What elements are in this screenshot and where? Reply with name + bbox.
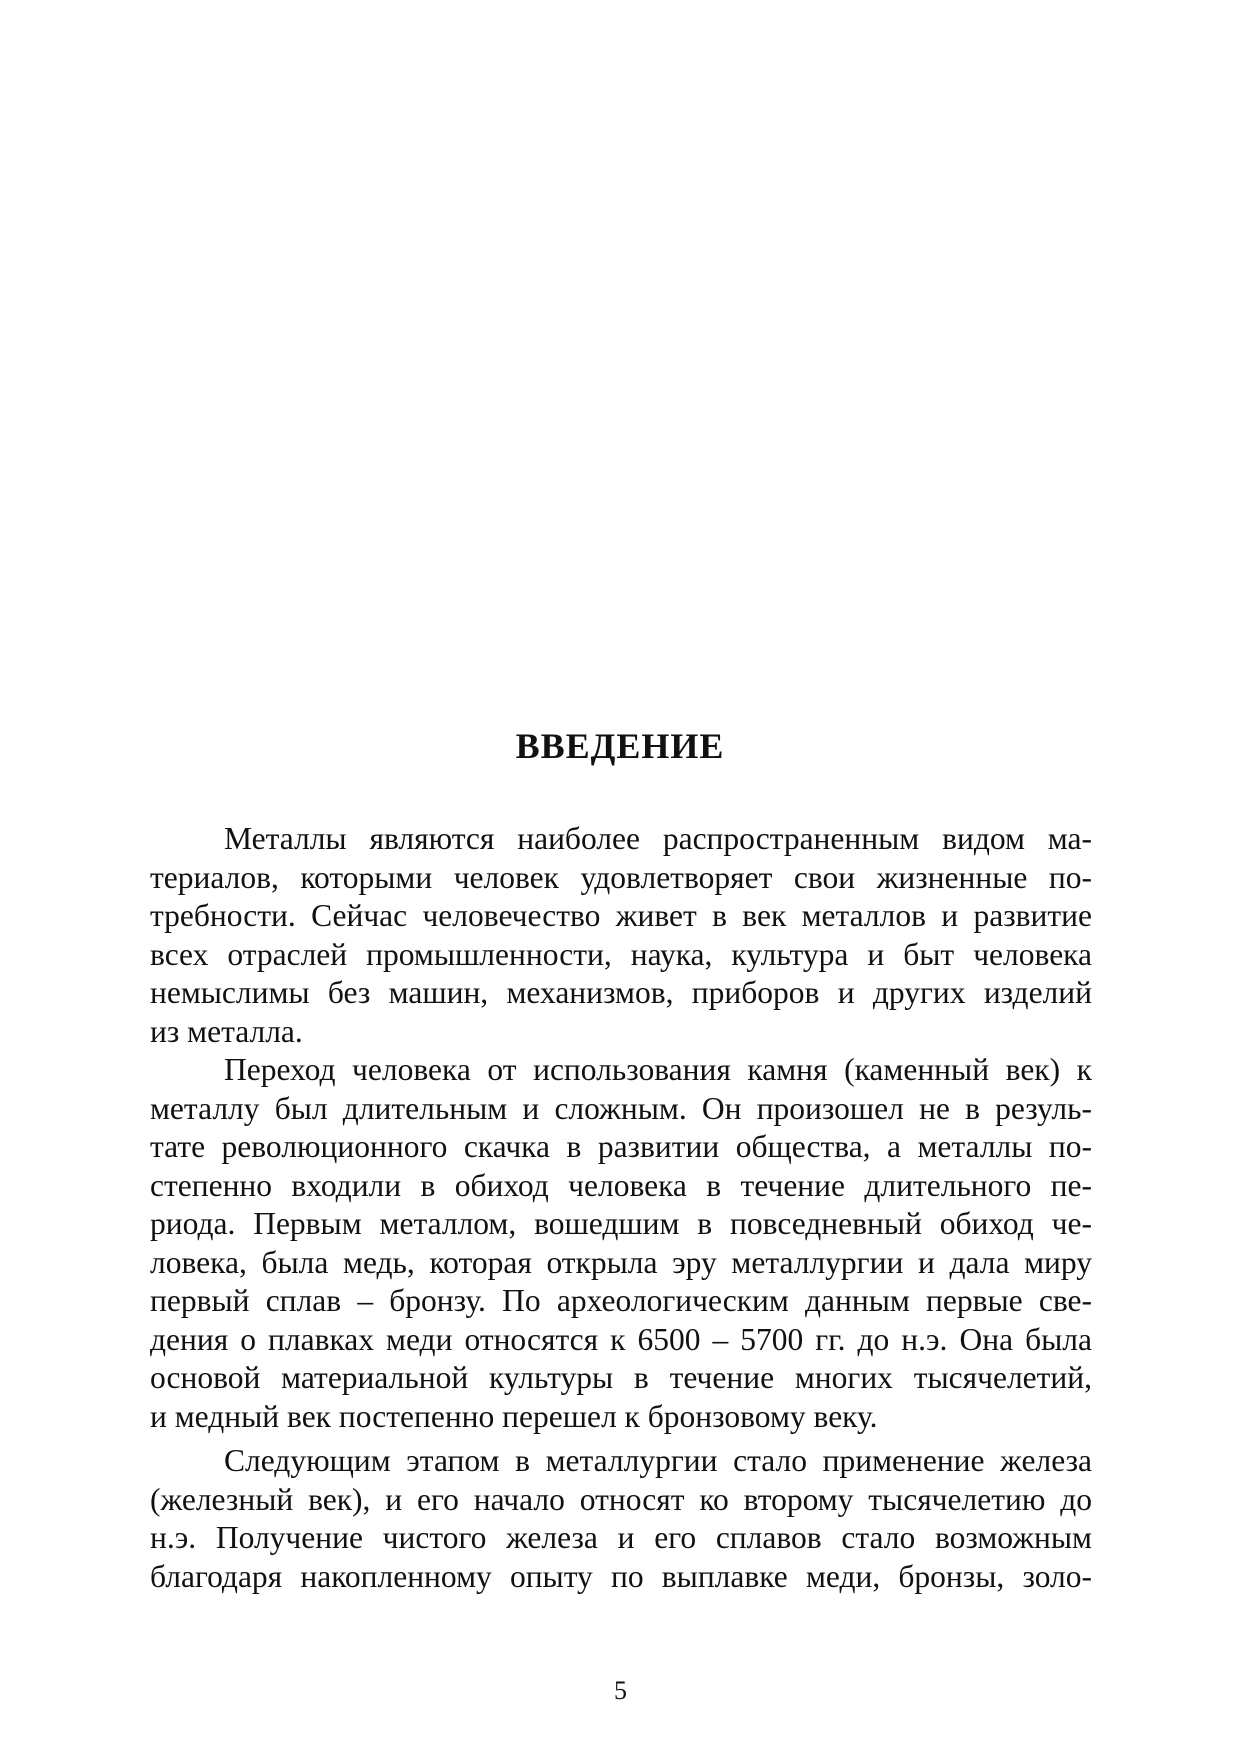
text-line: степенно входили в обиход человека в течение длительного пе-: [150, 1167, 1092, 1203]
text-line: благодаря накопленному опыту по выплавке меди, бронзы, золо-: [150, 1558, 1092, 1594]
text-line: первый сплав – бронзу. По археологическим данным первые све-: [150, 1283, 1092, 1318]
text-line: териалов, которыми человек удовлетворяет свои жизненные по-: [150, 859, 1092, 895]
section-heading: ВВЕДЕНИЕ: [515, 726, 725, 766]
text-line: металлу был длительным и сложным. Он произошел не в резуль-: [150, 1090, 1092, 1126]
text-line: Металлы являются наиболее распространенным видом ма-: [224, 821, 1092, 856]
page-number: 5: [614, 1676, 627, 1705]
text-line: из металла.: [150, 1013, 303, 1049]
paragraph-1: [150, 820, 1092, 1051]
text-line: дения о плавках меди относятся к 6500 – 5700 гг. до н.э. Она была: [150, 1321, 1092, 1357]
text-line: ловека, была медь, которая открыла эру металлургии и дала миру: [150, 1244, 1092, 1280]
text-line: (железный век), и его начало относят ко второму тысячелетию до: [150, 1481, 1092, 1517]
body-text: [150, 820, 1092, 1596]
text-line: всех отраслей промышленности, наука, культура и быт человека: [150, 936, 1092, 972]
paragraph-3: [150, 1442, 1092, 1596]
text-line: Следующим этапом в металлургии стало применение железа: [224, 1443, 1092, 1478]
text-line: основой материальной культуры в течение многих тысячелетий,: [150, 1360, 1092, 1395]
text-line: немыслимы без машин, механизмов, приборов и других изделий: [150, 975, 1092, 1010]
text-line: требности. Сейчас человечество живет в век металлов и развитие: [150, 898, 1092, 933]
text-line: и медный век постепенно перешел к бронзовому веку.: [150, 1398, 878, 1434]
text-line: Переход человека от использования камня (каменный век) к: [224, 1052, 1092, 1087]
text-line: н.э. Получение чистого железа и его сплавов стало возможным: [150, 1520, 1092, 1555]
text-line: риода. Первым металлом, вошедшим в повседневный обиход че-: [150, 1206, 1092, 1241]
paragraph-2: [150, 1051, 1092, 1436]
text-line: тате революционного скачка в развитии общества, а металлы по-: [150, 1129, 1092, 1164]
